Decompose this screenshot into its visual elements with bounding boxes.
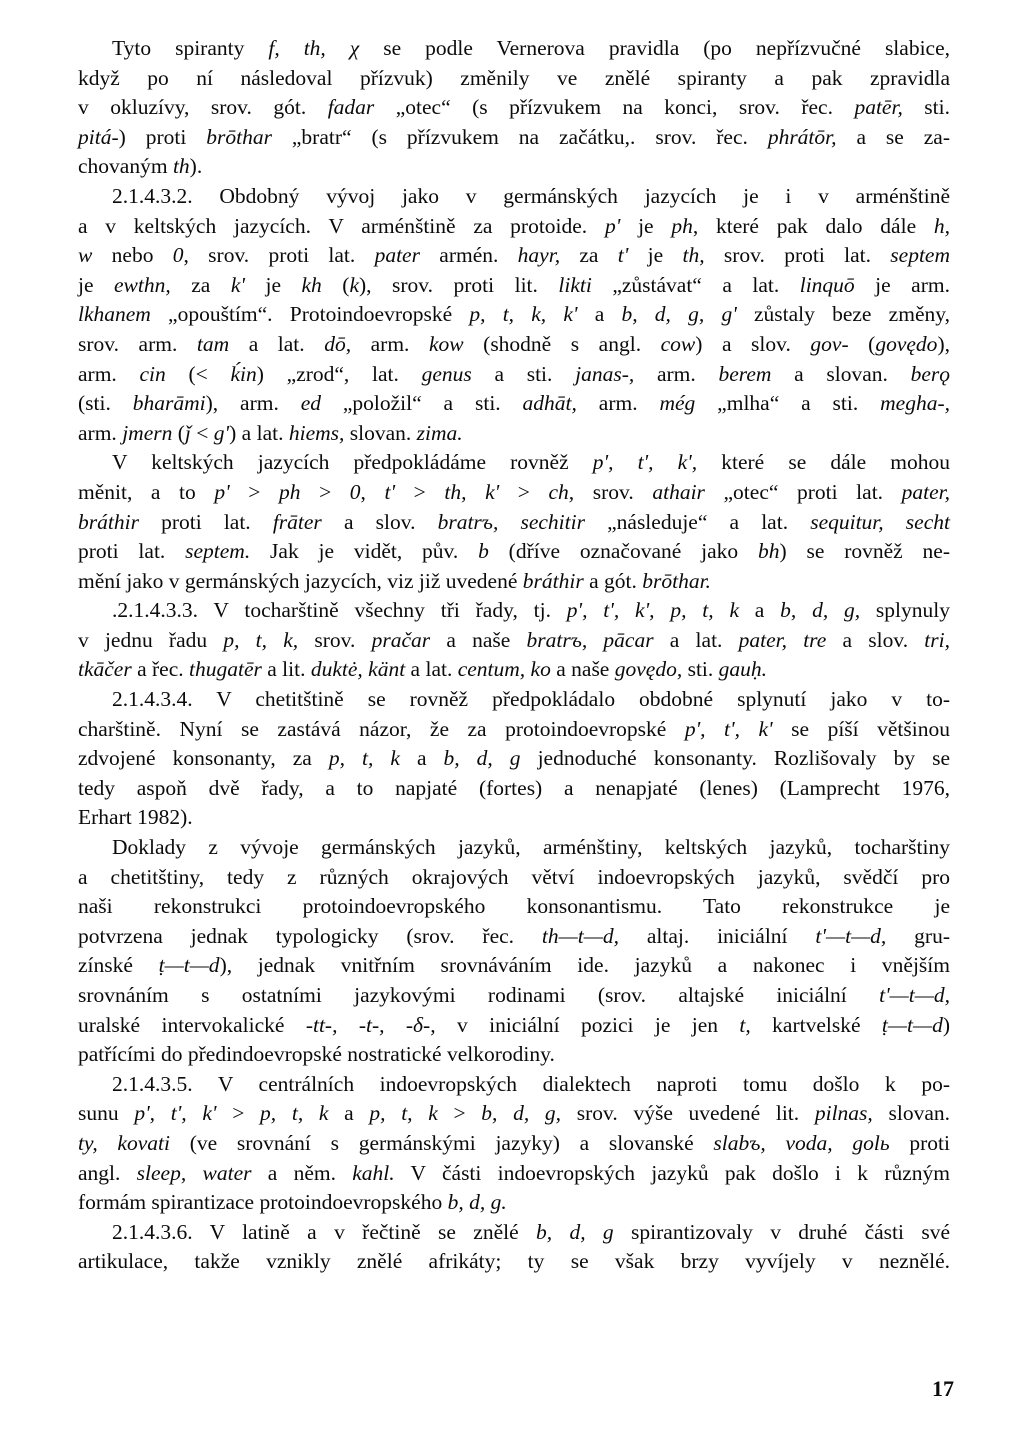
text-line: pitá-) proti brōthar „bratr“ (s přízvukem na začátku,. srov. řec. phrátōr, a se za- [78, 124, 950, 149]
text-line: uralské intervokalické -tt-, -t-, -δ-, v iniciální pozici je jen t, kartvelské ṭ—t—d) [78, 1012, 950, 1037]
text-line: sunu p', t', k' > p, t, k a p, t, k > b, d, g, srov. výše uvedené lit. pilnas, slovan. [78, 1101, 951, 1126]
paragraph-doklady [78, 833, 950, 1070]
section-heading-line: 2.1.4.3.6. V latině a v řečtině se znělé b, d, g spirantizovaly v druhé části své [112, 1219, 951, 1244]
text-line: formám spirantizace protoindoevropského b, d, g. [78, 1190, 507, 1215]
text-line: bráthir proti lat. frāter a slov. bratrъ, sechitir „následuje“ a lat. sequitur, secht [78, 509, 950, 534]
section-heading-line: 2.1.4.3.2. Obdobný vývoj jako v germánských jazycích je i v arménštině [112, 183, 950, 208]
section-heading-line: 2.1.4.3.4. V chetitštině se rovněž předpokládalo obdobné splynutí jako v to- [112, 687, 950, 712]
section-2-1-4-3-6 [78, 1218, 950, 1277]
text-line: potvrzena jednak typologicky (srov. řec. th—t—d, altaj. iniciální t'—t—d, gru- [78, 923, 950, 948]
text-line: arm. cin (< ḱin) „zrod“, lat. genus a sti. janas-, arm. berem a slovan. berǫ [78, 361, 950, 386]
text-line: je ewthn, za k' je kh (k), srov. proti lit. likti „zůstávat“ a lat. linquō je arm. [78, 272, 950, 297]
text-line: a chetitštiny, tedy z různých okrajových větví indoevropských jazyků, svědčí pro [78, 864, 950, 889]
text-line: zdvojené konsonanty, za p, t, k a b, d, g jednoduché konsonanty. Rozlišovaly by se [78, 746, 950, 771]
text-line: v jednu řadu p, t, k, srov. pračar a naše bratrъ, pācar a lat. pater, tre a slov. tri, [78, 627, 950, 652]
section-2-1-4-3-2 [78, 182, 950, 448]
text-line: srov. arm. tam a lat. dō, arm. kow (shodně s angl. cow) a slov. gov- (govędo), [78, 331, 950, 356]
page-body [78, 34, 950, 1277]
text-line: tedy aspoň dvě řady, a to napjaté (fortes) a nenapjaté (lenes) (Lamprecht 1976, [78, 775, 950, 800]
section-2-1-4-3-3 [78, 596, 950, 685]
text-line: arm. jmern (ǰ < g') a lat. hiems, slovan. zima. [78, 420, 463, 445]
page-number: 17 [932, 1376, 954, 1401]
text-line: angl. sleep, water a něm. kahl. V části indoevropských jazyků pak došlo i k různým [78, 1160, 950, 1185]
text-line: srovnáním s ostatními jazykovými rodinami (srov. altajské iniciální t'—t—d, [78, 983, 950, 1007]
text-line: měnit, a to p' > ph > 0, t' > th, k' > ch, srov. athair „otec“ proti lat. pater, [78, 479, 950, 504]
text-line: v okluzívy, srov. gót. fadar „otec“ (s přízvukem na konci, srov. řec. patēr, sti. [78, 95, 950, 120]
text-line: ty, kovati (ve srovnání s germánskými jazyky) a slovanské slabъ, voda, golь proti [78, 1130, 950, 1155]
text-line: zínské ṭ—t—d), jednak vnitřním srovnáváním ide. jazyků a nakonec i vnějším [78, 953, 950, 978]
section-2-1-4-3-4 [78, 685, 950, 833]
text-line: charštině. Nyní se zastává názor, že za protoindoevropské p', t', k' se píší většinou [78, 716, 950, 741]
text-line: když po ní následoval přízvuk) změnily ve znělé spiranty a pak zpravidla [78, 65, 950, 90]
text-line: chovaným th). [78, 154, 203, 179]
text-line: lkhanem „opouštím“. Protoindoevropské p, t, k, k' a b, d, g, g' zůstaly beze změny, [78, 302, 950, 327]
text-line: patřícími do předindoevropské nostratické velkorodiny. [78, 1042, 555, 1067]
text-line: a v keltských jazycích. V arménštině za protoide. p' je ph, které pak dalo dále h, [78, 213, 950, 238]
text-line: (sti. bharāmi), arm. ed „položil“ a sti. adhāt, arm. még „mlha“ a sti. megha-, [78, 391, 950, 416]
text-line: proti lat. septem. Jak je vidět, pův. b (dříve označované jako bh) se rovněž ne- [78, 539, 950, 564]
text-line: Doklady z vývoje germánských jazyků, arménštiny, keltských jazyků, tocharštiny [112, 835, 950, 860]
paragraph-keltske [78, 448, 950, 596]
text-line: V keltských jazycích předpokládáme rovněž p', t', k', které se dále mohou [112, 450, 950, 475]
section-heading-line: .2.1.4.3.3. V tocharštině všechny tři řady, tj. p', t', k', p, t, k a b, d, g, splynuly [112, 598, 950, 623]
text-line: Erhart 1982). [78, 805, 193, 830]
text-line: tkāčer a řec. thugatēr a lit. duktė, känt a lat. centum, ko a naše govędo, sti. gauḥ. [78, 657, 768, 682]
text-line: artikulace, takže vznikly znělé afrikáty; ty se však brzy vyvíjely v neznělé. [78, 1249, 950, 1274]
text-line: naši rekonstrukci protoindoevropského konsonantismu. Tato rekonstrukce je [78, 894, 950, 919]
paragraph-spiranty [78, 34, 950, 182]
text-line: w nebo 0, srov. proti lat. pater armén. hayr, za t' je th, srov. proti lat. septem [78, 243, 950, 268]
section-2-1-4-3-5 [78, 1070, 950, 1218]
text-line: Tyto spiranty f, th, χ se podle Vernerova pravidla (po nepřízvučné slabice, [112, 36, 951, 60]
section-heading-line: 2.1.4.3.5. V centrálních indoevropských dialektech naproti tomu došlo k po- [112, 1071, 950, 1096]
text-line: mění jako v germánských jazycích, viz již uvedené bráthir a gót. brōthar. [78, 568, 711, 593]
